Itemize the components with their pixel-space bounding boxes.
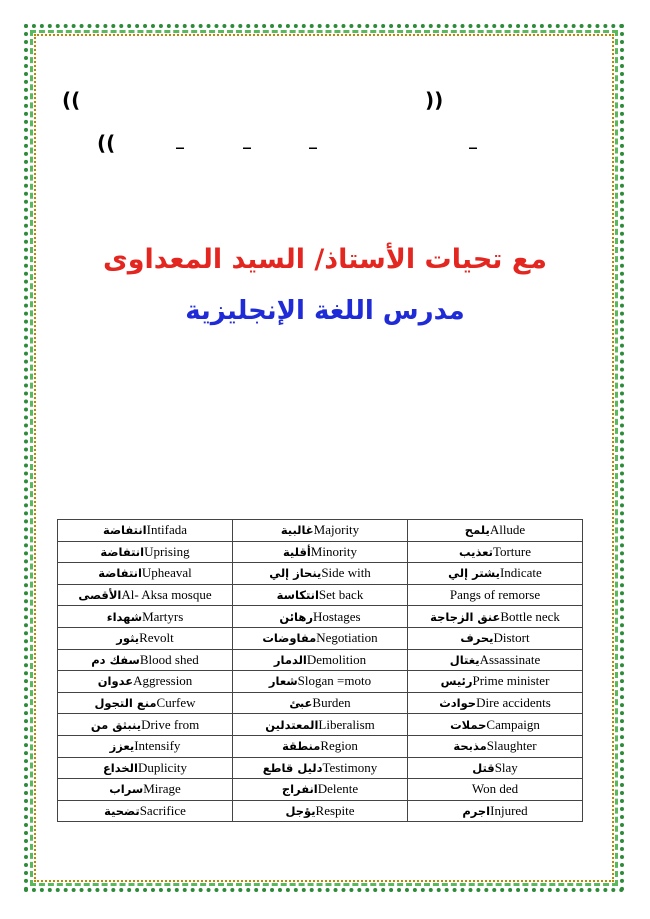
blank-dash-3: _: [309, 130, 317, 149]
arabic-meaning: يثور: [116, 631, 140, 646]
english-word: Indicate: [499, 565, 542, 581]
arabic-meaning: ينحاز إلي: [269, 566, 322, 581]
arabic-meaning: تضحية: [104, 804, 140, 819]
english-word: Slay: [494, 759, 518, 775]
table-row: [58, 735, 583, 757]
english-word: Injured: [490, 803, 528, 819]
arabic-meaning: المعتدلين: [265, 717, 319, 732]
vocab-cell: [408, 692, 583, 714]
english-word: Bottle neck: [500, 608, 560, 624]
vocab-cell: [408, 563, 583, 585]
arabic-meaning: الأقصى: [78, 588, 122, 603]
vocab-cell: [408, 541, 583, 563]
english-word: Side with: [321, 565, 371, 581]
vocab-cell: [58, 649, 233, 671]
english-word: Allude: [489, 522, 526, 538]
vocab-cell: [233, 563, 408, 585]
vocab-cell: [408, 627, 583, 649]
table-row: [58, 649, 583, 671]
bracket-open-2: ((: [97, 131, 116, 155]
vocab-cell: [58, 541, 233, 563]
table-row: [58, 757, 583, 779]
english-word: Majority: [313, 522, 360, 538]
table-row: [58, 779, 583, 801]
vocab-cell: [58, 563, 233, 585]
vocab-cell: [408, 757, 583, 779]
vocab-cell: [233, 714, 408, 736]
bracket-close-1: )): [425, 88, 444, 112]
table-row: [58, 627, 583, 649]
teacher-credit: مع تحيات الأستاذ/ السيد المعداوى: [102, 244, 548, 275]
vocab-cell: [58, 779, 233, 801]
english-word: Burden: [312, 695, 351, 711]
english-word: Prime minister: [472, 673, 550, 689]
english-word: Drive from: [141, 716, 200, 732]
english-word: Duplicity: [137, 759, 188, 775]
arabic-meaning: منع التجول: [94, 696, 157, 711]
arabic-meaning: رهائن: [279, 609, 313, 624]
arabic-meaning: يحرف: [460, 631, 494, 646]
english-word: Al- Aksa mosque: [121, 587, 212, 603]
english-word: Liberalism: [318, 716, 375, 732]
english-word: Sacrifice: [139, 803, 186, 819]
vocab-cell: [58, 800, 233, 822]
vocab-cell: [58, 692, 233, 714]
arabic-meaning: رئيس: [440, 674, 473, 689]
english-word: Upheaval: [141, 565, 192, 581]
vocab-cell: [233, 692, 408, 714]
english-word: Blood shed: [139, 651, 199, 667]
table-row: [58, 714, 583, 736]
vocab-cell: [408, 520, 583, 542]
arabic-meaning: انفراج: [281, 782, 318, 797]
english-word: Curfew: [156, 695, 196, 711]
vocab-cell: [233, 779, 408, 801]
arabic-meaning: يغتال: [449, 652, 480, 667]
vocab-cell: [408, 800, 583, 822]
vocab-cell: [58, 757, 233, 779]
arabic-meaning: قتل: [472, 760, 495, 775]
vocab-cell: [233, 627, 408, 649]
arabic-meaning: الخداع: [102, 760, 138, 775]
vocab-cell: [58, 735, 233, 757]
vocab-cell: [408, 779, 583, 801]
arabic-meaning: اجرم: [462, 804, 491, 819]
table-row: [58, 584, 583, 606]
english-word: Minority: [310, 543, 358, 559]
arabic-meaning: أقلية: [282, 544, 311, 559]
vocab-cell: [408, 584, 583, 606]
arabic-meaning: يؤجل: [285, 804, 316, 819]
arabic-meaning: ينبثق من: [90, 717, 142, 732]
vocab-cell: [58, 520, 233, 542]
blank-dash-1: _: [176, 130, 184, 149]
vocab-cell: [58, 671, 233, 693]
table-row: [58, 563, 583, 585]
english-word: Torture: [492, 543, 532, 559]
english-word: Pangs of remorse: [449, 587, 541, 603]
table-row: [58, 541, 583, 563]
vocab-cell: [233, 671, 408, 693]
english-word: Dire accidents: [476, 695, 551, 711]
arabic-meaning: شعار: [268, 674, 298, 689]
vocab-cell: [408, 606, 583, 628]
arabic-meaning: سراب: [109, 782, 144, 797]
arabic-meaning: عنق الزجاجة: [430, 609, 501, 624]
vocab-cell: [233, 800, 408, 822]
english-word: Mirage: [143, 781, 181, 797]
vocab-cell: [233, 541, 408, 563]
vocab-cell: [233, 606, 408, 628]
english-word: Hostages: [312, 608, 361, 624]
arabic-meaning: شهداء: [106, 609, 143, 624]
english-word: Won ded: [471, 781, 519, 797]
arabic-meaning: عدوان: [97, 674, 134, 689]
arabic-meaning: الدمار: [273, 652, 307, 667]
arabic-meaning: مذبحة: [453, 739, 487, 754]
english-word: Aggression: [133, 673, 193, 689]
english-word: Assassinate: [479, 651, 541, 667]
vocab-cell: [233, 757, 408, 779]
english-word: Slogan =moto: [297, 673, 372, 689]
vocab-cell: [233, 649, 408, 671]
bracket-open-1: ((: [62, 88, 81, 112]
arabic-meaning: تعذيب: [458, 544, 493, 559]
english-word: Slaughter: [486, 738, 537, 754]
arabic-meaning: حملات: [450, 717, 487, 732]
english-word: Distort: [493, 630, 530, 646]
arabic-meaning: مفاوضات: [262, 631, 317, 646]
arabic-meaning: غالبية: [280, 523, 314, 538]
vocab-cell: [58, 584, 233, 606]
table-row: [58, 692, 583, 714]
arabic-meaning: يشتر إلي: [448, 566, 500, 581]
table-row: [58, 671, 583, 693]
english-word: Delente: [317, 781, 359, 797]
arabic-meaning: منطقة: [282, 739, 321, 754]
english-word: Intifada: [146, 522, 188, 538]
vocab-cell: [408, 714, 583, 736]
english-word: Revolt: [139, 630, 174, 646]
vocab-cell: [58, 714, 233, 736]
table-row: [58, 606, 583, 628]
arabic-meaning: انتفاضة: [102, 523, 147, 538]
english-word: Martyrs: [142, 608, 184, 624]
arabic-meaning: انتكاسة: [276, 588, 319, 603]
vocab-cell: [408, 671, 583, 693]
english-word: Negotiation: [316, 630, 378, 646]
arabic-meaning: انتفاضة: [98, 566, 142, 581]
vocab-cell: [58, 627, 233, 649]
arabic-meaning: حوادث: [439, 696, 477, 711]
vocab-cell: [408, 735, 583, 757]
english-word: Region: [320, 738, 358, 754]
vocabulary-table: [57, 519, 583, 822]
english-word: Campaign: [486, 716, 540, 732]
english-word: Demolition: [306, 651, 367, 667]
english-word: Respite: [315, 803, 355, 819]
english-word: Set back: [318, 587, 364, 603]
vocab-cell: [233, 520, 408, 542]
english-word: Uprising: [144, 543, 190, 559]
arabic-meaning: انتفاضة: [100, 544, 145, 559]
table-row: [58, 520, 583, 542]
arabic-meaning: يلمح: [464, 523, 490, 538]
vocab-cell: [408, 649, 583, 671]
arabic-meaning: دليل قاطع: [262, 760, 323, 775]
vocab-cell: [233, 735, 408, 757]
blank-dash-4: _: [469, 130, 477, 149]
arabic-meaning: سفك دم: [91, 652, 140, 667]
vocab-cell: [58, 606, 233, 628]
blank-dash-2: _: [243, 130, 251, 149]
english-word: Intensify: [134, 738, 181, 754]
subject-title: مدرس اللغة الإنجليزية: [185, 296, 465, 326]
table-row: [58, 800, 583, 822]
english-word: Testimony: [322, 759, 378, 775]
vocab-cell: [233, 584, 408, 606]
arabic-meaning: عبئ: [289, 696, 313, 711]
arabic-meaning: يعزز: [109, 739, 135, 754]
